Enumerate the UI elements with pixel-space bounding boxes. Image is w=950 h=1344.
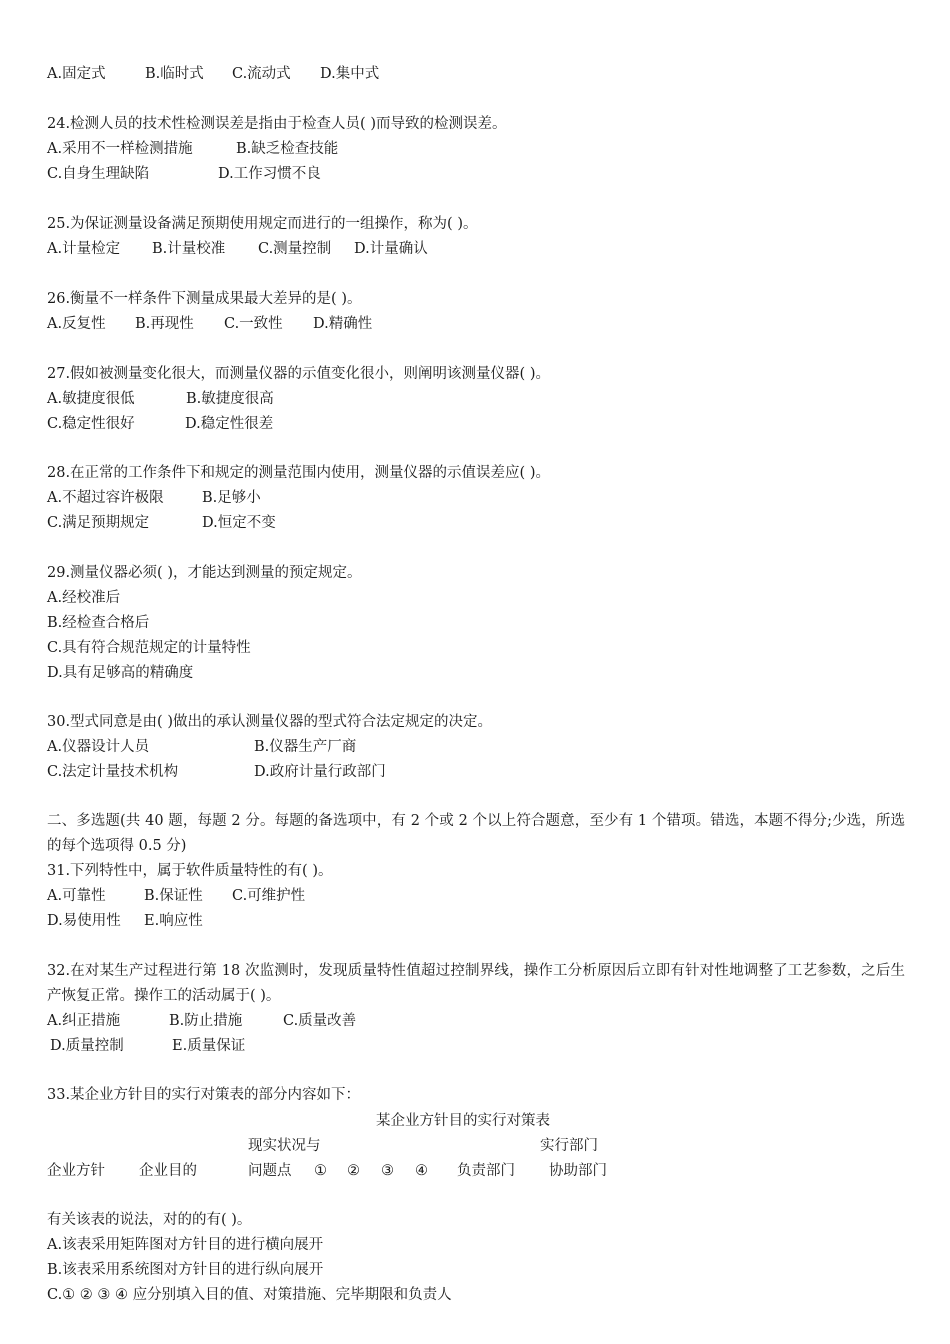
q30-option-c: C.法定计量技术机构 — [47, 764, 179, 780]
q33-col-goal: 企业目的 — [139, 1163, 197, 1179]
q31-option-b: B.保证性 — [144, 888, 203, 904]
q30-option-d: D.政府计量行政部门 — [254, 764, 386, 780]
q30-option-b: B.仪器生产厂商 — [254, 739, 357, 755]
q28-stem: 28.在正常的工作条件下和规定的测量范围内使用，测量仪器的示值误差应( )。 — [47, 465, 550, 481]
q32-option-b: B.防止措施 — [169, 1013, 243, 1029]
q25-option-a: A.计量检定 — [47, 241, 121, 257]
q31-option-d: D.易使用性 — [47, 913, 121, 929]
q29-option-d: D.具有足够高的精确度 — [47, 665, 194, 681]
q28-option-b: B.足够小 — [202, 490, 261, 506]
q24-option-b: B.缺乏检查技能 — [236, 141, 339, 157]
q24-option-a: A.采用不一样检测措施 — [47, 141, 193, 157]
q29-option-c: C.具有符合规范规定的计量特性 — [47, 640, 251, 656]
q24-option-c: C.自身生理缺陷 — [47, 166, 150, 182]
q32-option-a: A.纠正措施 — [47, 1013, 121, 1029]
q24-option-d: D.工作习惯不良 — [218, 166, 321, 182]
q30-option-a: A.仪器设计人员 — [47, 739, 150, 755]
q33-option-a: A.该表采用矩阵图对方针目的进行横向展开 — [47, 1237, 324, 1253]
q33-option-c: C.① ② ③ ④ 应分别填入目的值、对策措施、完毕期限和负责人 — [47, 1287, 452, 1303]
q26-option-d: D.精确性 — [313, 316, 373, 332]
q33-col-2: ② — [347, 1163, 360, 1179]
q33-col-responsible: 负责部门 — [457, 1163, 515, 1179]
q32-option-e: E.质量保证 — [172, 1038, 246, 1054]
q26-stem: 26.衡量不一样条件下测量成果最大差异的是( )。 — [47, 291, 362, 307]
q33-header-status: 现实状况与 — [248, 1138, 321, 1154]
q33-header-dept: 实行部门 — [540, 1138, 598, 1154]
q29-option-a: A.经校准后 — [47, 590, 121, 606]
q31-option-c: C.可维护性 — [232, 888, 306, 904]
q28-option-c: C.满足预期规定 — [47, 515, 150, 531]
q25-option-b: B.计量校准 — [152, 241, 226, 257]
q25-stem: 25.为保证测量设备满足预期使用规定而进行的一组操作，称为( )。 — [47, 216, 478, 232]
q33-col-policy: 企业方针 — [47, 1163, 105, 1179]
q24-stem: 24.检测人员的技术性检测误差是指由于检查人员( )而导致的检测误差。 — [47, 116, 507, 132]
q27-option-d: D.稳定性很差 — [185, 416, 274, 432]
q30-stem: 30.型式同意是由( )做出的承认测量仪器的型式符合法定规定的决定。 — [47, 714, 492, 730]
q26-option-a: A.反复性 — [47, 316, 106, 332]
q33-col-3: ③ — [381, 1163, 394, 1179]
q33-col-assist: 协助部门 — [549, 1163, 607, 1179]
q26-option-c: C.一致性 — [224, 316, 283, 332]
q31-option-a: A.可靠性 — [47, 888, 106, 904]
q29-option-b: B.经检查合格后 — [47, 615, 150, 631]
q31-option-e: E.响应性 — [144, 913, 203, 929]
q33-col-problem: 问题点 — [248, 1163, 292, 1179]
q23-option-c: C.流动式 — [232, 66, 291, 82]
q23-option-d: D.集中式 — [320, 66, 380, 82]
section2-instructions: 二、多选题(共 40 题，每题 2 分。每题的备选项中，有 2 个或 2 个以上符合题意，至少有 1 个错项。错选，本题不得分;少选，所选的每个选项得 0.5 分) — [47, 813, 905, 854]
q27-stem: 27.假如被测量变化很大，而测量仪器的示值变化很小，则阐明该测量仪器( )。 — [47, 366, 550, 382]
q33-option-b: B.该表采用系统图对方针目的进行纵向展开 — [47, 1262, 324, 1278]
q33-col-4: ④ — [415, 1163, 428, 1179]
q33-table-title: 某企业方针目的实行对策表 — [376, 1113, 550, 1129]
q23-option-a: A.固定式 — [47, 66, 106, 82]
q29-stem: 29.测量仪器必须( )，才能达到测量的预定规定。 — [47, 565, 362, 581]
q28-option-d: D.恒定不变 — [202, 515, 276, 531]
q32-option-d: D.质量控制 — [50, 1038, 124, 1054]
q27-option-b: B.敏捷度很高 — [186, 391, 274, 407]
q23-option-b: B.临时式 — [145, 66, 204, 82]
q33-col-1: ① — [314, 1163, 327, 1179]
q32-stem: 32.在对某生产过程进行第 18 次监测时，发现质量特性值超过控制界线，操作工分析原因后立即有针对性地调整了工艺参数，之后生产恢复正常。操作工的活动属于( )。 — [47, 963, 905, 1004]
q32-option-c: C.质量改善 — [283, 1013, 357, 1029]
q25-option-d: D.计量确认 — [354, 241, 428, 257]
q26-option-b: B.再现性 — [135, 316, 194, 332]
q25-option-c: C.测量控制 — [258, 241, 332, 257]
q28-option-a: A.不超过容许极限 — [47, 490, 164, 506]
q31-stem: 31.下列特性中，属于软件质量特性的有( )。 — [47, 863, 333, 879]
q27-option-a: A.敏捷度很低 — [47, 391, 135, 407]
q33-question: 有关该表的说法，对的的有( )。 — [47, 1212, 252, 1228]
q27-option-c: C.稳定性很好 — [47, 416, 135, 432]
q33-stem: 33.某企业方针目的实行对策表的部分内容如下： — [47, 1087, 361, 1103]
